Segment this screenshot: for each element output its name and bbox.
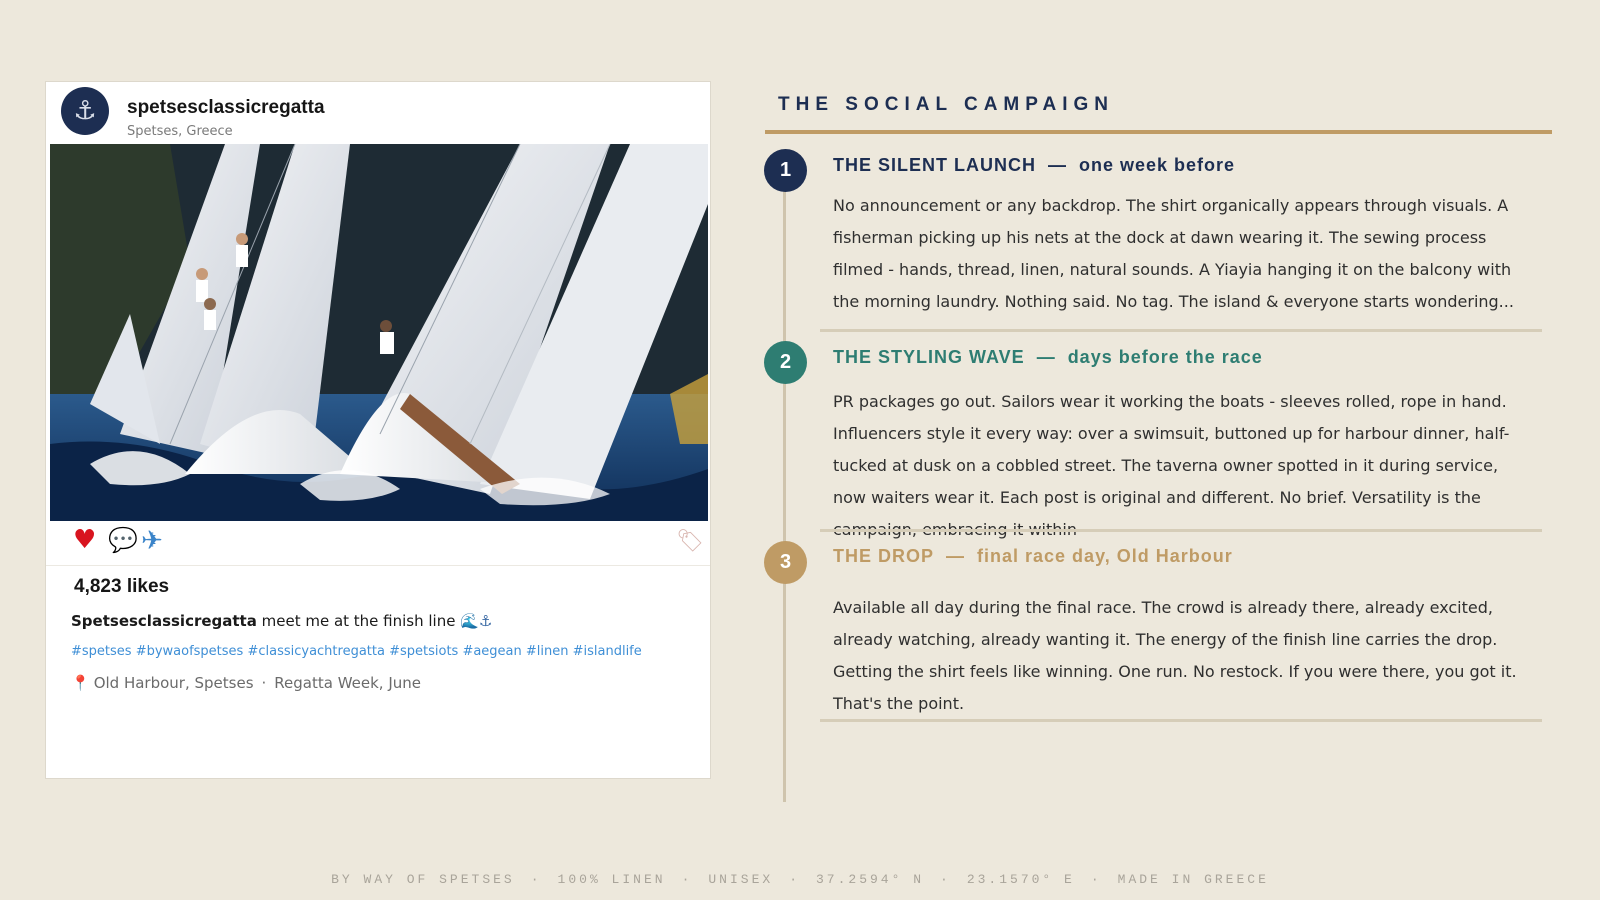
footer-item-material: 100% LINEN [557, 872, 666, 887]
step-2-divider [820, 529, 1542, 532]
step-1-title: THE SILENT LAUNCH [833, 155, 1036, 175]
post-caption [71, 612, 492, 630]
footer-item-longitude: 23.1570° E [966, 872, 1075, 887]
footer-item-origin: MADE IN GREECE [1117, 872, 1269, 887]
footer-separator: · [789, 872, 800, 887]
step-1-heading [833, 155, 1235, 176]
campaign-title: THE SOCIAL CAMPAIGN [778, 94, 1115, 115]
post-photo[interactable] [50, 144, 708, 521]
footer-separator: · [940, 872, 951, 887]
footer-item-fit: UNISEX [708, 872, 774, 887]
step-2-timing: days before the race [1067, 347, 1263, 367]
footer-separator: · [681, 872, 693, 887]
sailing-yachts-illustration [50, 144, 708, 521]
step-3-number: 3 [764, 541, 807, 584]
step-1-timing: one week before [1079, 155, 1236, 175]
place-name[interactable]: Old Harbour, Spetses [93, 674, 254, 692]
social-post-card [45, 81, 711, 779]
post-place [71, 674, 421, 692]
post-hashtags[interactable]: #spetses #bywaofspetses #classicyachtregatta #spetsiots #aegean #linen #islandlife [71, 644, 642, 659]
timeline-line [783, 188, 786, 802]
step-2-number: 2 [764, 341, 807, 384]
step-2-body: PR packages go out. Sailors wear it working the boats - sleeves rolled, rope in hand. Influencers style it every way: over a swimsuit, buttoned up for harbour dinner, half-tucked at dusk on a cobbled street. The taverna owner spotted in it during service, now waiters wear it. Each post is original and different. No brief. Versatility is the [833, 392, 1510, 507]
step-1-divider [820, 329, 1542, 332]
step-3-timing: final race day, Old Harbour [977, 546, 1233, 566]
post-username[interactable]: spetsesclassicregatta [127, 97, 325, 118]
footer-item-brand: BY WAY OF SPETSES [331, 872, 515, 887]
place-separator: · [261, 674, 267, 692]
anchor-icon: ⚓ [73, 96, 97, 126]
airplane-icon[interactable]: ✈ [141, 526, 163, 556]
title-rule [765, 130, 1552, 134]
footer-item-latitude: 37.2594° N [816, 872, 925, 887]
step-3-title: THE DROP [833, 546, 935, 566]
step-1-body: No announcement or any backdrop. The shirt organically appears through visuals. A fisherman picking up his nets at the dock at dawn wearing it. The sewing process filmed - hands, thread, linen, natural sounds. A Yiayia hanging it on the balcony with the morning laundry. Nothing said. No tag. The island & everyone starts wondering... [833, 196, 1514, 311]
post-location[interactable]: Spetses, Greece [127, 124, 233, 139]
avatar[interactable] [61, 87, 109, 135]
step-2-dash: — [1036, 347, 1056, 367]
step-3-body: Available all day during the final race. The crowd is already there, already excited, already watching, already wanting it. The energy of the finish line carries the drop. Getting the shirt feels like winning. One run. No restock. If you were there, you got it. That's the point. [833, 598, 1517, 713]
step-2-title: THE STYLING WAVE [833, 347, 1025, 367]
post-divider [46, 565, 710, 566]
footer-separator: · [530, 872, 542, 887]
post-actions [46, 526, 710, 562]
map-pin-icon: 📍 [71, 674, 90, 692]
likes-count[interactable]: 4,823 likes [74, 576, 170, 597]
step-1-number: 1 [764, 149, 807, 192]
tag-icon[interactable]: 🏷 [676, 529, 704, 554]
caption-text: meet me at the finish line [256, 612, 461, 630]
event-name: Regatta Week, June [274, 674, 422, 692]
step-3-heading [833, 546, 1233, 567]
caption-username[interactable]: Spetsesclassicregatta [71, 612, 257, 630]
step-1-dash: — [1048, 155, 1067, 175]
footer-tagline [0, 872, 1600, 887]
wave-anchor-emoji-icon: 🌊⚓ [460, 612, 493, 630]
speech-bubble-icon[interactable]: 💬 [108, 526, 138, 554]
step-3-divider [820, 719, 1542, 722]
step-2-heading [833, 347, 1263, 368]
step-3-dash: — [946, 546, 966, 566]
footer-separator: · [1090, 872, 1102, 887]
post-header [46, 82, 710, 144]
heart-icon[interactable]: ♥ [73, 525, 97, 555]
